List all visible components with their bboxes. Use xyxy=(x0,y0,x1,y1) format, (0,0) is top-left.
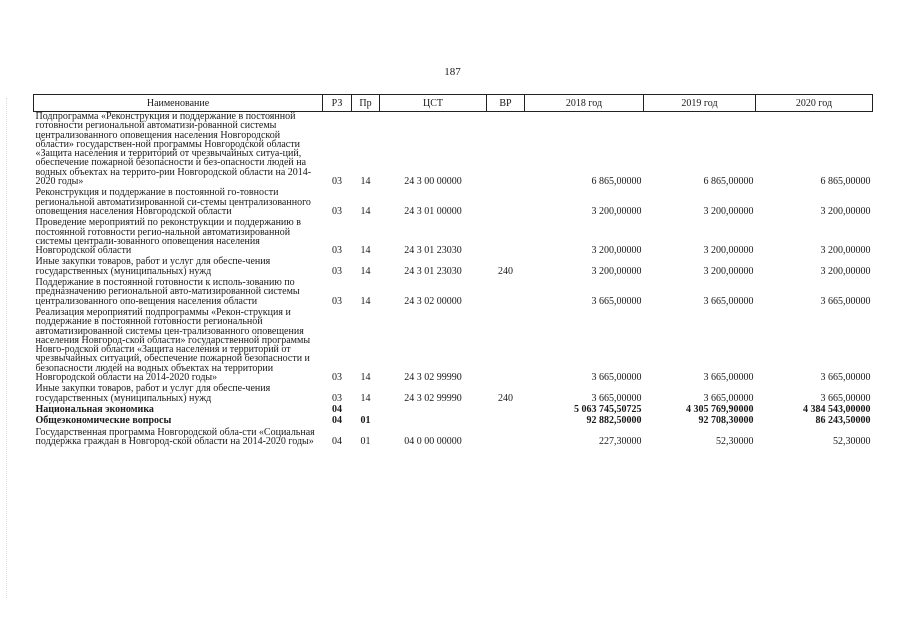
row-name: Реализация мероприятий подпрограммы «Рекон-струкция и поддержание в постоянной готовности региональной автоматизированной системы цен-трализованного оповещения населения Новгород-ской области» государственной программы Новго-родской области «Защита населения и территорий от чрезвычайных ситуаций, обеспечение пожарной безопасности и безопасности людей на водных объектах на территории Новгородской области на 2014-2020 годы» xyxy=(35,306,311,384)
row-2020: 3 665,00000 xyxy=(820,392,871,404)
row-name: Иные закупки товаров, работ и услуг для обеспе-чения государственных (муниципальных) нужд xyxy=(35,256,271,277)
table-row xyxy=(34,384,873,405)
row-cst: 04 0 00 00000 xyxy=(404,435,462,447)
row-cst: 24 3 00 00000 xyxy=(404,176,462,188)
row-vr xyxy=(487,278,525,308)
row-rz: 04 xyxy=(332,415,342,427)
row-vr xyxy=(487,112,525,189)
row-vr xyxy=(487,188,525,218)
row-2018: 3 665,00000 xyxy=(591,295,642,307)
row-rz: 04 xyxy=(332,435,342,447)
row-rz: 04 xyxy=(332,403,342,415)
row-2020: 4 384 543,00000 xyxy=(803,403,871,415)
row-pr: 14 xyxy=(360,372,371,384)
table-row xyxy=(34,188,873,218)
row-2018: 227,30000 xyxy=(599,435,642,447)
row-name: Проведение мероприятий по реконструкции и поддержанию в постоянной готовности регио-нальной автоматизированной системы централи-зованного оповещения населения Новгородской области xyxy=(35,217,301,257)
header-2020: 2020 год xyxy=(756,95,873,112)
page-number: 187 xyxy=(444,66,461,78)
row-cst: 24 3 02 00000 xyxy=(404,295,462,307)
row-vr: 240 xyxy=(498,392,513,404)
row-2020: 3 665,00000 xyxy=(820,372,871,384)
table-row xyxy=(34,308,873,384)
table-header xyxy=(34,95,873,112)
row-pr: 14 xyxy=(360,392,371,404)
table-row xyxy=(34,278,873,308)
row-2019: 6 865,00000 xyxy=(703,176,754,188)
row-2018: 3 200,00000 xyxy=(591,265,642,277)
row-vr xyxy=(487,218,525,257)
header-2018: 2018 год xyxy=(525,95,644,112)
row-rz: 03 xyxy=(332,295,342,307)
row-cst: 24 3 01 23030 xyxy=(404,245,462,257)
row-vr xyxy=(487,405,525,416)
row-rz: 03 xyxy=(332,176,342,188)
row-name: Реконструкция и поддержание в постоянной го-товности региональной автоматизированной си-стемы централизованного оповещения населения Новгородской области xyxy=(35,187,311,217)
row-rz: 03 xyxy=(332,245,342,257)
row-name: Поддержание в постоянной готовности к исполь-зованию по предназначению региональной авто-матизированной системы централизованного опо-вещения населения области xyxy=(35,277,300,307)
row-pr: 01 xyxy=(360,415,371,427)
row-name: Общеэкономические вопросы xyxy=(35,415,172,427)
row-vr: 240 xyxy=(498,265,513,277)
row-name: Подпрограмма «Реконструкция и поддержание в постоянной готовности региональной автоматизи-рованной системы централизованного оповещения населения Новгородской области» государствен-ной программы Новгородской области «Защита населения и территорий от чрезвычайных ситуа-ций, обеспечение пожарной безопасности и без-опасности людей на водных объектах на террито-рии Новгородской области на 2014-2020 годы» xyxy=(35,111,312,188)
header-cst: ЦСТ xyxy=(380,95,487,112)
row-2019: 3 200,00000 xyxy=(703,245,754,257)
row-cst xyxy=(380,405,487,416)
row-2019: 4 305 769,90000 xyxy=(686,403,754,415)
row-rz: 03 xyxy=(332,372,342,384)
row-cst: 24 3 01 23030 xyxy=(404,265,462,277)
row-2020: 3 200,00000 xyxy=(820,205,871,217)
table-row xyxy=(34,112,873,189)
row-2018: 92 882,50000 xyxy=(586,415,642,427)
row-2019: 3 665,00000 xyxy=(703,295,754,307)
header-2019: 2019 год xyxy=(644,95,756,112)
row-2018: 5 063 745,50725 xyxy=(574,403,642,415)
row-2019: 3 665,00000 xyxy=(703,392,754,404)
row-pr: 01 xyxy=(360,435,371,447)
row-pr: 14 xyxy=(360,265,371,277)
row-vr xyxy=(487,428,525,449)
row-cst: 24 3 02 99990 xyxy=(404,392,462,404)
table-body xyxy=(34,112,873,449)
row-rz: 03 xyxy=(332,205,342,217)
row-rz: 03 xyxy=(332,392,342,404)
row-pr: 14 xyxy=(360,176,371,188)
budget-table xyxy=(33,94,873,448)
row-vr xyxy=(487,416,525,427)
row-2020: 86 243,50000 xyxy=(815,415,871,427)
header-vr: ВР xyxy=(487,95,525,112)
header-rz: РЗ xyxy=(323,95,352,112)
table-row xyxy=(34,257,873,278)
row-2019: 3 200,00000 xyxy=(703,205,754,217)
row-2018: 3 200,00000 xyxy=(591,245,642,257)
table-row xyxy=(34,218,873,257)
row-2020: 3 200,00000 xyxy=(820,265,871,277)
table-row xyxy=(34,428,873,449)
row-cst: 24 3 01 00000 xyxy=(404,205,462,217)
table-row-total xyxy=(34,416,873,427)
row-pr: 14 xyxy=(360,205,371,217)
row-2020: 3 200,00000 xyxy=(820,245,871,257)
row-2018: 3 665,00000 xyxy=(591,392,642,404)
row-vr xyxy=(487,308,525,384)
row-2019: 3 665,00000 xyxy=(703,372,754,384)
scan-edge-mark xyxy=(6,98,8,598)
row-name: Национальная экономика xyxy=(35,403,154,415)
row-2020: 3 665,00000 xyxy=(820,295,871,307)
row-2018: 3 200,00000 xyxy=(591,205,642,217)
row-rz: 03 xyxy=(332,265,342,277)
row-pr: 14 xyxy=(360,245,371,257)
row-2019: 52,30000 xyxy=(716,435,754,447)
row-name: Иные закупки товаров, работ и услуг для обеспе-чения государственных (муниципальных) нужд xyxy=(35,383,271,404)
row-2019: 3 200,00000 xyxy=(703,265,754,277)
row-2020: 6 865,00000 xyxy=(820,176,871,188)
row-pr: 14 xyxy=(360,295,371,307)
row-2020: 52,30000 xyxy=(833,435,871,447)
header-name: Наименование xyxy=(34,95,323,112)
header-pr: Пр xyxy=(352,95,380,112)
row-cst xyxy=(380,416,487,427)
row-cst: 24 3 02 99990 xyxy=(404,372,462,384)
row-2018: 6 865,00000 xyxy=(591,176,642,188)
row-2019: 92 708,30000 xyxy=(698,415,754,427)
row-2018: 3 665,00000 xyxy=(591,372,642,384)
row-name: Государственная программа Новгородской обла-сти «Социальная поддержка граждан в Новгород-ской области на 2014-2020 годы» xyxy=(35,426,315,447)
